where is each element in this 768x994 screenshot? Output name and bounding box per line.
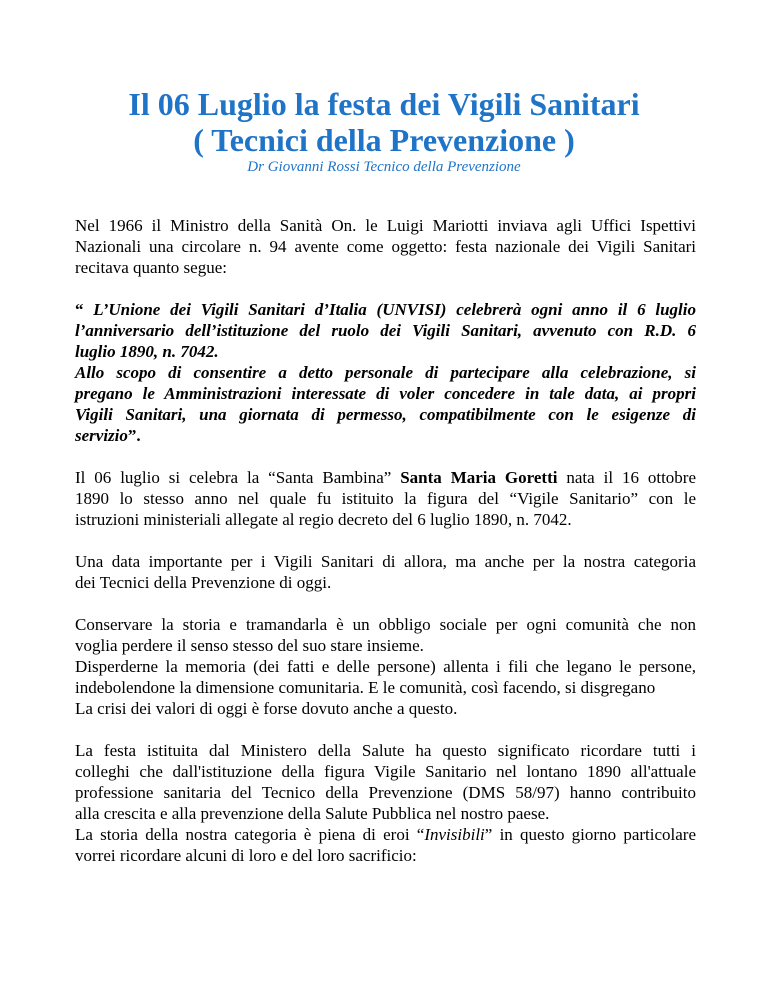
text-line: alla crescita e alla prevenzione della Salute Pubblica nel nostro paese.: [75, 804, 550, 823]
text-span: Il 06 luglio si celebra la “Santa Bambina”: [75, 468, 401, 487]
text-line: istruzioni ministeriali allegate al regio decreto del 6 luglio 1890, n. 7042.: [75, 510, 572, 529]
text-line: Vigili Sanitari, una giornata di permesso, compatibilmente con le esigenze di: [75, 405, 696, 424]
text-line: Allo scopo di consentire a detto personale di partecipare alla celebrazione, si: [75, 363, 696, 382]
close-quote-mark: ”.: [127, 426, 141, 445]
text-line: [75, 467, 696, 488]
text-line: Una data importante per i Vigili Sanitari di allora, ma anche per la nostra categoria: [75, 552, 696, 571]
text-line: [75, 299, 696, 320]
text-span: nata il 16 ottobre: [557, 468, 697, 487]
quote-text: servizio: [75, 426, 128, 445]
text-line: 1890 lo stesso anno nel quale fu istituito la figura del “Vigile Sanitario” con le: [75, 489, 696, 508]
text-line: vorrei ricordare alcuni di loro e del loro sacrificio:: [75, 846, 417, 865]
open-quote-mark: “: [75, 300, 84, 319]
paragraph-intro: [75, 215, 696, 278]
text-line: voglia perdere il senso stesso del suo stare insieme.: [75, 636, 424, 655]
text-line: indebolendone la dimensione comunitaria. E le comunità, così facendo, si disgregano: [75, 678, 656, 697]
invisibili-word: Invisibili: [424, 825, 485, 844]
text-line: La festa istituita dal Ministero della Salute ha questo significato ricordare tutti i: [75, 741, 696, 760]
text-line: dei Tecnici della Prevenzione di oggi.: [75, 573, 332, 592]
text-span: La storia della nostra categoria è piena di eroi “: [75, 825, 425, 844]
text-line: luglio 1890, n. 7042.: [75, 342, 219, 361]
author-line: Dr Giovanni Rossi Tecnico della Prevenzione: [247, 159, 521, 175]
text-line: recitava quanto segue:: [75, 258, 227, 277]
text-line: [75, 824, 696, 845]
page-title-line2: ( Tecnici della Prevenzione ): [193, 122, 575, 158]
paragraph-memory: [75, 614, 696, 719]
text-span: ” in questo giorno particolare: [484, 825, 696, 844]
text-line: Conservare la storia e tramandarla è un obbligo sociale per ogni comunità che non: [75, 615, 696, 634]
quote-text: L’Unione dei Vigili Sanitari d’Italia (UNVISI) celebrerà ogni anno il 6 luglio: [83, 300, 696, 319]
text-line: [75, 425, 696, 446]
text-line: Nel 1966 il Ministro della Sanità On. le Luigi Mariotti inviava agli Uffici Ispettivi: [75, 216, 696, 235]
page-title-line1: Il 06 Luglio la festa dei Vigili Sanitari: [128, 86, 640, 122]
paragraph-festa: [75, 740, 696, 866]
text-line: colleghi che dall'istituzione della figura Vigile Sanitario nel lontano 1890 all'attuale: [75, 762, 696, 781]
text-line: Disperderne la memoria (dei fatti e delle persone) allenta i fili che legano le persone,: [75, 657, 696, 676]
quoted-circular: [75, 299, 696, 446]
text-line: professione sanitaria del Tecnico della Prevenzione (DMS 58/97) hanno contribuito: [75, 783, 696, 802]
saint-name: Santa Maria Goretti: [400, 468, 558, 487]
article-body: [75, 215, 696, 887]
text-line: Nazionali una circolare n. 94 avente come oggetto: festa nazionale dei Vigili Sanitari: [75, 237, 696, 256]
text-line: pregano le Amministrazioni interessate di voler concedere in tale data, ai propri: [75, 384, 696, 403]
text-line: l’anniversario dell’istituzione del ruolo dei Vigili Sanitari, avvenuto con R.D. 6: [75, 321, 696, 340]
paragraph-date: [75, 551, 696, 593]
paragraph-goretti: [75, 467, 696, 530]
text-line: La crisi dei valori di oggi è forse dovuto anche a questo.: [75, 699, 458, 718]
